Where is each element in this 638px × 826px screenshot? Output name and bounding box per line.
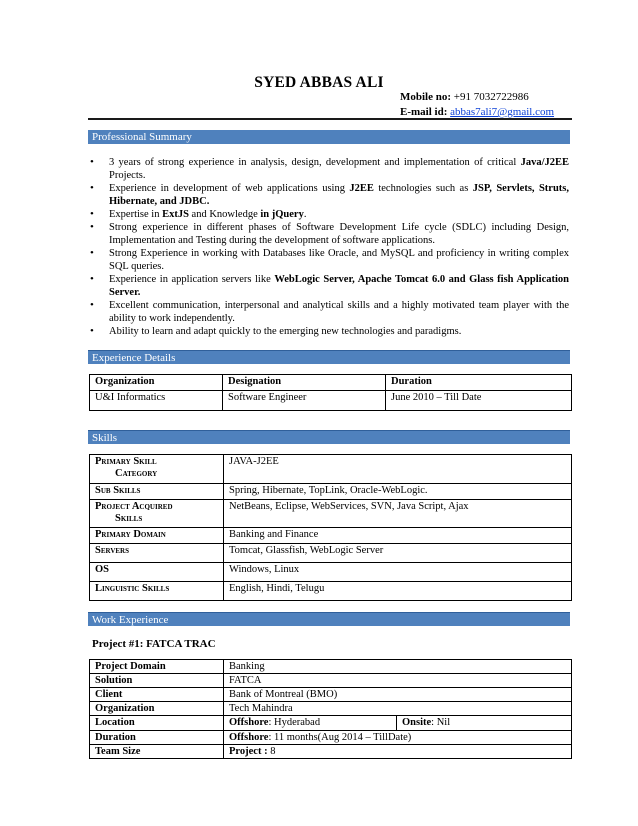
experience-header-organization: Organization [95, 376, 155, 387]
summary-text: J2EE [349, 183, 374, 194]
summary-text: Excellent communication, interpersonal and analytical skills and a highly motivated team player with the ability to work independently. [109, 300, 569, 324]
mobile-label: Mobile no: [400, 91, 452, 103]
offshore-location: : Hyderabad [268, 717, 321, 728]
experience-organization: U&I Informatics [90, 391, 223, 411]
summary-text: Java/J2EE [520, 157, 569, 168]
summary-text: Strong experience in different phases of Software Development Life cycle (SDLC) including Design, Implementation and Testing during the development of software applications. [109, 222, 569, 246]
email-link[interactable]: abbas7ali7@gmail.com [450, 106, 555, 118]
skill-value: Windows, Linux [224, 563, 572, 582]
offshore-label: Offshore [229, 732, 269, 743]
table-row [90, 455, 572, 484]
summary-item [88, 221, 569, 247]
summary-text: ExtJS [162, 209, 189, 220]
section-header-work: Work Experience [88, 612, 570, 626]
summary-item [88, 299, 569, 325]
summary-item [88, 325, 569, 338]
table-row [90, 702, 572, 716]
summary-item [88, 247, 569, 273]
summary-text: Experience in application servers like [109, 274, 275, 285]
summary-text: . [303, 209, 307, 220]
offshore-duration: : 11 months(Aug 2014 – TillDate) [268, 732, 412, 743]
skill-label-continued: Category [115, 468, 158, 479]
summary-text: WebLogic Server, Apache Tomcat 6.0 and Glass fish Application Server. [109, 274, 569, 298]
table-row [90, 688, 572, 702]
summary-text: Ability to learn and adapt quickly to the emerging new technologies and paradigms. [109, 326, 462, 337]
table-row [90, 660, 572, 674]
summary-text: 3 years of strong experience in analysis, design, development and implementation of critical [109, 157, 521, 168]
summary-text: and Knowledge [188, 209, 261, 220]
experience-duration: June 2010 – Till Date [386, 391, 572, 411]
table-row [90, 500, 572, 528]
project-field-label: Duration [95, 732, 136, 743]
summary-item [88, 182, 569, 208]
skills-table [89, 454, 572, 601]
skill-value: Spring, Hibernate, TopLink, Oracle-WebLogic. [224, 484, 572, 500]
experience-table [89, 374, 572, 411]
table-row [90, 745, 572, 759]
offshore-label: Offshore [229, 717, 269, 728]
summary-text: technologies such as [373, 183, 473, 194]
skill-value: Tomcat, Glassfish, WebLogic Server [224, 544, 572, 563]
table-row [90, 544, 572, 563]
skill-value: Banking and Finance [224, 528, 572, 544]
experience-designation: Software Engineer [223, 391, 386, 411]
skill-label: Primary Domain [90, 528, 224, 544]
table-row [90, 391, 572, 411]
project-field-value: Banking [224, 660, 572, 674]
table-row [90, 582, 572, 601]
summary-text: Strong Experience in working with Databases like Oracle, and MySQL and proficiency in writing complex SQL queries. [109, 248, 569, 272]
header-divider [88, 118, 572, 120]
project-field-label: Solution [95, 675, 133, 686]
skill-label: OS [90, 563, 224, 582]
table-row [90, 731, 572, 745]
summary-text: Expertise in [109, 209, 163, 220]
project-field-value: Tech Mahindra [224, 702, 572, 716]
table-row [90, 674, 572, 688]
project-field-value: FATCA [224, 674, 572, 688]
summary-item [88, 273, 569, 299]
skill-value: English, Hindi, Telugu [224, 582, 572, 601]
table-row [90, 716, 572, 731]
mobile-number [400, 91, 529, 103]
onsite-location: : Nil [431, 717, 451, 728]
project-table [89, 659, 572, 759]
project-field-label: Organization [95, 703, 155, 714]
section-header-skills: Skills [88, 430, 570, 444]
project-field-value: Bank of Montreal (BMO) [224, 688, 572, 702]
summary-item [88, 156, 569, 182]
project-field-label: Team Size [95, 746, 141, 757]
mobile-value: +91 7032722986 [453, 91, 529, 103]
table-row [90, 563, 572, 582]
summary-item [88, 208, 569, 221]
skill-label: Primary Skill [95, 456, 157, 467]
experience-header-designation: Designation [228, 376, 282, 387]
section-header-summary: Professional Summary [88, 130, 570, 144]
skill-label: Sub Skills [90, 484, 224, 500]
table-row [90, 528, 572, 544]
project-field-label: Client [95, 689, 123, 700]
summary-text: in jQuery [260, 209, 304, 220]
summary-list [88, 156, 569, 338]
summary-text: Projects. [109, 170, 146, 181]
email-address [400, 106, 554, 118]
project-title: Project #1: FATCA TRAC [92, 638, 216, 650]
skill-label: Linguistic Skills [90, 582, 224, 601]
summary-text: JSP, Servlets, Struts, Hibernate, and JDBC. [109, 183, 570, 207]
candidate-name: SYED ABBAS ALI [254, 74, 384, 91]
skill-value: JAVA-J2EE [224, 455, 572, 484]
experience-header-duration: Duration [391, 376, 432, 387]
skill-label: Servers [90, 544, 224, 563]
table-row [90, 484, 572, 500]
onsite-label: Onsite [402, 717, 432, 728]
team-size-label: Project : [229, 746, 268, 757]
section-header-experience: Experience Details [88, 350, 570, 364]
team-size-value: 8 [267, 746, 276, 757]
skill-value: NetBeans, Eclipse, WebServices, SVN, Java Script, Ajax [224, 500, 572, 528]
summary-text: Experience in development of web applications using [109, 183, 350, 194]
email-label: E-mail id: [400, 106, 448, 118]
skill-label-continued: Skills [115, 513, 143, 524]
project-field-label: Project Domain [95, 661, 166, 672]
skill-label: Project Acquired [95, 501, 173, 512]
project-field-label: Location [95, 717, 135, 728]
